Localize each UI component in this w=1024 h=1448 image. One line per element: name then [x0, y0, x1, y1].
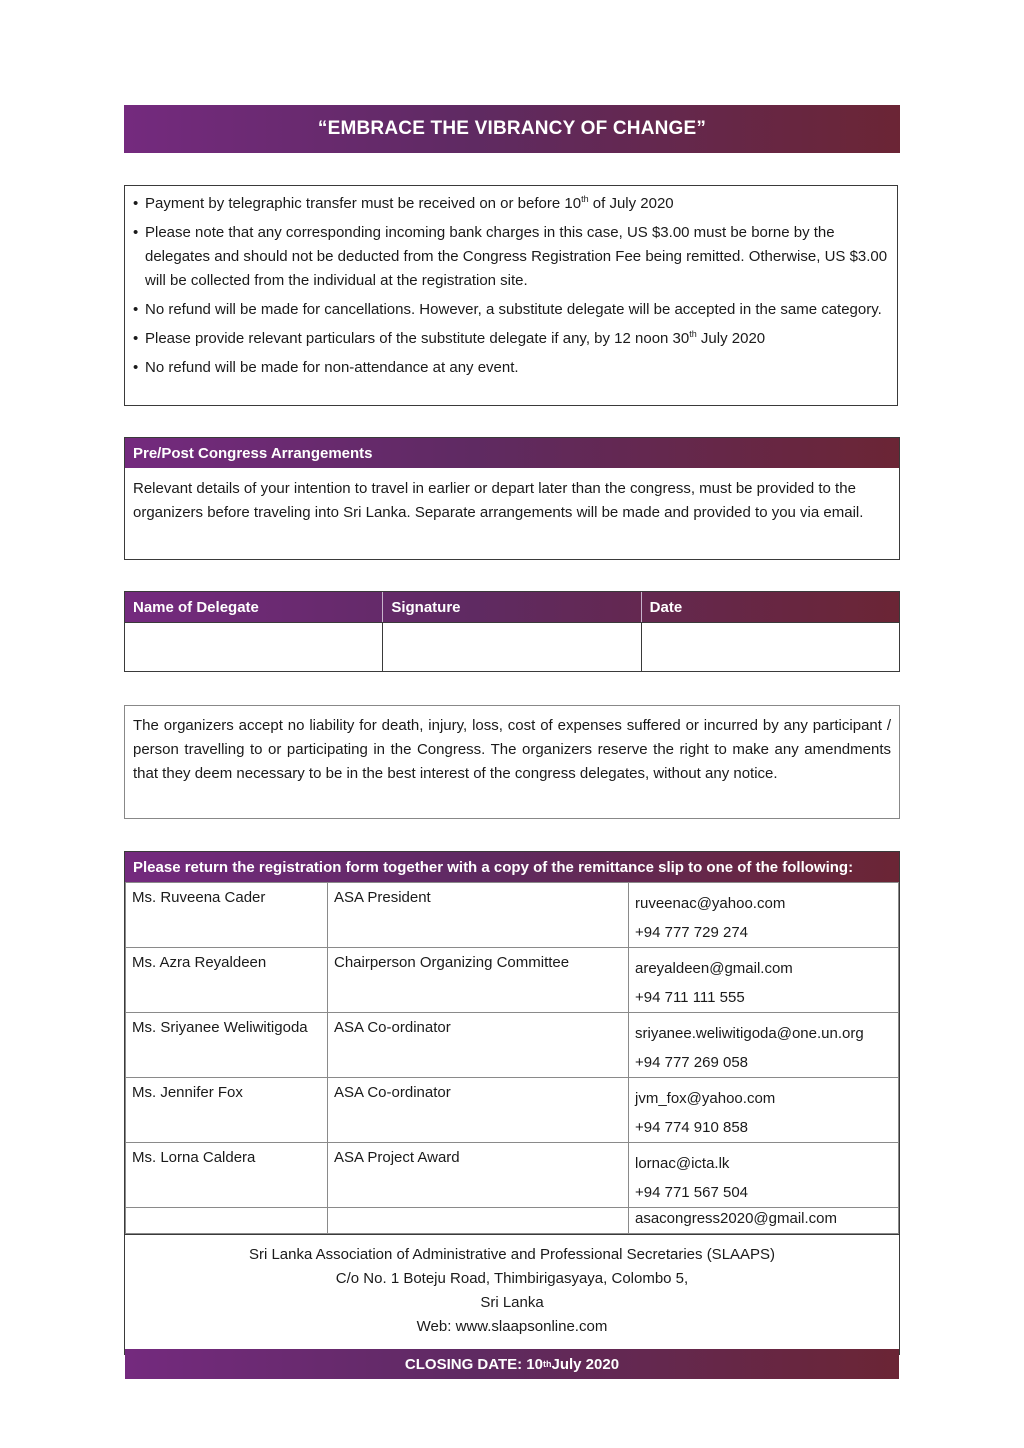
prepost-section — [124, 437, 900, 560]
payment-note: • Please note that any corresponding incoming bank charges in this case, US $3.00 must be borne by the delegates and should not be deducted from the Congress Registration Fee being remitted. Otherwise, US $3.00 will be collected from the individual at the registration site. — [133, 221, 889, 293]
signature-field[interactable] — [383, 623, 641, 672]
payment-note: • Payment by telegraphic transfer must be received on or before 10th of July 2020 — [133, 192, 889, 216]
liability-disclaimer: The organizers accept no liability for death, injury, loss, cost of expenses suffered or incurred by any participant / person travelling to or participating in the Congress. The organizers reserve the right to make any amendments that they deem necessary to be in the best interest of the congress delegates, without any notice. — [124, 705, 900, 819]
contact-email[interactable]: areyaldeen@gmail.com — [635, 960, 793, 977]
organizer-address: Sri Lanka Association of Administrative and Professional Secretaries (SLAAPS) C/o No. 1 Boteju Road, Thimbirigasyaya, Colombo 5, Sri Lanka Web: www.slaapsonline.com — [125, 1234, 899, 1349]
name-of-delegate-field[interactable] — [125, 623, 383, 672]
header-date: Date — [649, 598, 683, 616]
page-banner — [124, 105, 900, 153]
contacts-section — [124, 851, 900, 1373]
contact-email[interactable]: sriyanee.weliwitigoda@one.un.org — [635, 1025, 864, 1042]
table-row — [126, 1208, 899, 1234]
table-row: Ms. Azra Reyaldeen Chairperson Organizing Committee areyaldeen@gmail.com +94 711 111 555 — [126, 948, 899, 1013]
bullet-icon: • — [133, 330, 139, 347]
general-email[interactable]: asacongress2020@gmail.com — [629, 1208, 899, 1234]
payment-note: • Please provide relevant particulars of the substitute delegate if any, by 12 noon 30th July 2020 — [133, 327, 889, 351]
contact-phone: +94 777 729 274 — [635, 924, 749, 941]
table-row: Ms. Ruveena Cader ASA President ruveenac@yahoo.com +94 777 729 274 — [126, 883, 899, 948]
banner-title: “EMBRACE THE VIBRANCY OF CHANGE” — [317, 118, 707, 139]
header-signature: Signature — [383, 592, 641, 622]
contact-phone: +94 777 269 058 — [635, 1054, 749, 1071]
date-field[interactable] — [642, 623, 899, 672]
contact-email[interactable]: lornac@icta.lk — [635, 1155, 730, 1172]
table-row: Ms. Sriyanee Weliwitigoda ASA Co-ordinator sriyanee.weliwitigoda@one.un.org +94 777 269 058 — [126, 1013, 899, 1078]
prepost-body: Relevant details of your intention to travel in earlier or depart later than the congress, must be provided to the organizers before traveling into Sri Lanka. Separate arrangements will be made and provided to you via email. — [133, 480, 864, 521]
table-row: Ms. Jennifer Fox ASA Co-ordinator jvm_fox@yahoo.com +94 774 910 858 — [126, 1078, 899, 1143]
contact-phone: +94 711 111 555 — [635, 989, 745, 1006]
closing-date-banner: CLOSING DATE: 10 th July 2020 — [125, 1349, 899, 1379]
payment-note: • No refund will be made for cancellations. However, a substitute delegate will be accepted in the same category. — [133, 298, 889, 322]
contacts-heading: Please return the registration form together with a copy of the remittance slip to one of the following: — [125, 852, 899, 882]
bullet-icon: • — [133, 195, 139, 212]
contact-email[interactable]: jvm_fox@yahoo.com — [635, 1090, 776, 1107]
payment-notes — [124, 185, 898, 406]
contact-email[interactable]: ruveenac@yahoo.com — [635, 895, 786, 912]
bullet-icon: • — [133, 224, 139, 241]
contacts-table — [125, 882, 899, 1234]
website-link[interactable]: Web: www.slaapsonline.com — [416, 1318, 608, 1335]
bullet-icon: • — [133, 359, 139, 376]
contact-phone: +94 771 567 504 — [635, 1184, 749, 1201]
delegate-signature-table — [124, 591, 900, 672]
header-name-of-delegate: Name of Delegate — [125, 592, 383, 622]
contact-phone: +94 774 910 858 — [635, 1119, 749, 1136]
table-row: Ms. Lorna Caldera ASA Project Award lornac@icta.lk +94 771 567 504 — [126, 1143, 899, 1208]
bullet-icon: • — [133, 301, 139, 318]
prepost-heading: Pre/Post Congress Arrangements — [125, 438, 899, 468]
payment-note: • No refund will be made for non-attendance at any event. — [133, 356, 889, 380]
